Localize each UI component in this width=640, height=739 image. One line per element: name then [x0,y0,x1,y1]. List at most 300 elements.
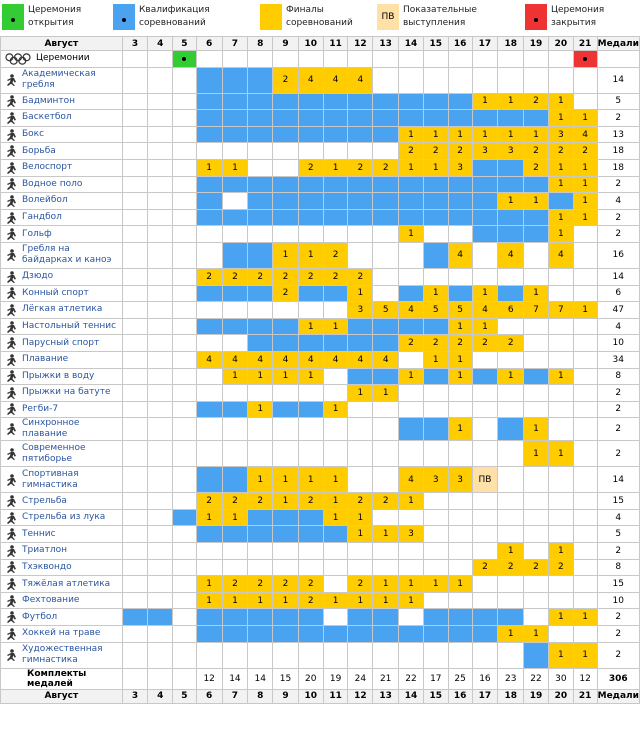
empty-cell [173,159,197,176]
pentathlon-icon [3,448,19,460]
final-cell: 4 [273,351,299,368]
final-cell: 1 [222,592,248,609]
qualification-cell [273,401,299,418]
empty-cell [423,543,448,560]
final-cell: 1 [448,126,472,143]
final-cell: 1 [548,176,573,193]
empty-cell [122,285,148,302]
qualification-cell [222,126,248,143]
sport-name-link[interactable]: Бадминтон [22,95,76,106]
legend-swatch [377,4,399,30]
empty-cell [524,467,549,493]
empty-cell [573,401,597,418]
sport-name-link[interactable]: Церемонии [36,53,90,64]
sport-name-link[interactable]: Настольный теннис [22,321,117,332]
final-cell: 1 [373,385,399,402]
empty-cell [472,401,498,418]
legend-label: Квалификация соревнований [139,5,210,28]
sport-name-link[interactable]: Тяжёлая атлетика [22,578,111,589]
final-cell: 1 [524,626,549,643]
gymnastics-icon [3,474,19,486]
empty-cell [196,335,222,352]
final-cell: 1 [448,418,472,441]
empty-cell [548,576,573,593]
empty-cell [196,143,222,160]
sport-name-link[interactable]: Тхэквондо [22,561,72,572]
day-header: 7 [222,689,248,703]
empty-cell [173,467,197,493]
empty-cell [173,493,197,510]
empty-cell [222,543,248,560]
qualification-cell [373,626,399,643]
empty-cell [573,268,597,285]
sport-name-link[interactable]: Стрельба [22,495,67,506]
empty-cell [122,302,148,319]
qualification-cell [298,401,323,418]
sport-cell [1,418,123,441]
empty-cell [148,242,173,268]
empty-cell [122,93,148,110]
sport-cell [1,642,123,668]
qualification-cell [222,209,248,226]
final-cell: 4 [573,126,597,143]
synchronized-swimming-icon [3,423,19,435]
day-total: 12 [196,668,222,689]
day-header: 7 [222,37,248,51]
qualification-cell [399,626,424,643]
qualification-cell [196,467,222,493]
sport-name-link[interactable]: Велоспорт [22,162,73,173]
empty-cell [148,285,173,302]
empty-cell [248,302,273,319]
sport-name-link[interactable]: Спортивная гимнастика [22,468,79,490]
medals-count: 14 [597,268,639,285]
final-cell: 1 [498,193,524,210]
qualification-cell [248,609,273,626]
empty-cell [448,592,472,609]
final-cell: 2 [222,268,248,285]
empty-cell [273,143,299,160]
qualification-cell [448,93,472,110]
table-row [1,526,640,543]
empty-cell [548,493,573,510]
day-header: 8 [248,37,273,51]
final-cell: 1 [548,159,573,176]
empty-cell [524,592,549,609]
empty-cell [548,268,573,285]
final-cell: 2 [298,493,323,510]
sport-name-link[interactable]: Гольф [22,228,52,239]
qualification-cell [248,193,273,210]
sport-cell [1,226,123,243]
final-cell: 4 [323,67,348,93]
empty-cell [472,441,498,467]
day-header: 14 [399,37,424,51]
final-cell: 1 [548,642,573,668]
empty-cell [573,509,597,526]
final-cell: 1 [196,509,222,526]
empty-cell [122,209,148,226]
empty-cell [348,467,373,493]
empty-cell [122,351,148,368]
empty-cell [448,509,472,526]
empty-cell [122,67,148,93]
final-cell: 1 [273,592,299,609]
empty-cell [498,318,524,335]
empty-cell [122,318,148,335]
qualification-cell [373,193,399,210]
final-cell: 1 [448,576,472,593]
empty-cell [122,493,148,510]
final-cell: 1 [498,368,524,385]
final-cell: 1 [273,242,299,268]
qualification-cell [323,110,348,127]
empty-cell [173,609,197,626]
empty-cell [524,242,549,268]
empty-cell [248,559,273,576]
sport-name-link[interactable]: Волейбол [22,195,68,206]
empty-cell [573,441,597,467]
empty-cell [196,226,222,243]
qualification-cell [348,626,373,643]
empty-cell [122,441,148,467]
qualification-cell [248,176,273,193]
qualification-cell [498,609,524,626]
final-cell: 2 [448,143,472,160]
qualification-cell [248,626,273,643]
sport-name-link[interactable]: Теннис [22,528,56,539]
sport-name-link[interactable]: Фехтование [22,595,80,606]
football-icon [3,611,19,623]
qualification-cell [222,626,248,643]
qualification-cell [248,526,273,543]
empty-cell [222,418,248,441]
medals-count: 2 [597,418,639,441]
badminton-icon [3,95,19,107]
qualification-cell [472,609,498,626]
canoe-icon [3,249,19,261]
empty-cell [423,441,448,467]
sport-name-link[interactable]: Бокс [22,129,45,140]
judo-icon [3,271,19,283]
empty-cell [348,441,373,467]
empty-cell [472,268,498,285]
sport-name-link[interactable]: Плавание [22,354,69,365]
table-row [1,441,640,467]
empty-cell [524,318,549,335]
table-row [1,67,640,93]
sport-name-link[interactable]: Прыжки на батуте [22,387,111,398]
sport-cell [1,176,123,193]
day-total: 24 [348,668,373,689]
qualification-cell [423,93,448,110]
empty-cell [248,385,273,402]
table-row [1,592,640,609]
empty-cell [373,467,399,493]
sport-name-link[interactable]: Гандбол [22,212,62,223]
sport-name-link[interactable]: Водное поло [22,178,83,189]
sport-name-link[interactable]: Дзюдо [22,271,54,282]
empty-cell [423,493,448,510]
empty-cell [148,93,173,110]
month-label: Август [1,689,123,703]
empty-cell [573,226,597,243]
final-cell: 3 [498,143,524,160]
qualification-cell [423,176,448,193]
qualification-cell [323,285,348,302]
final-cell: 4 [498,242,524,268]
wrestling-icon [3,145,19,157]
empty-cell [222,642,248,668]
empty-cell [173,418,197,441]
medals-count: 2 [597,385,639,402]
final-cell: 4 [448,242,472,268]
qualification-cell [122,609,148,626]
qualification-cell [248,209,273,226]
qualification-cell [423,242,448,268]
qualification-cell [373,126,399,143]
empty-cell [373,285,399,302]
sport-name-link[interactable]: Борьба [22,145,56,156]
taekwondo-icon [3,561,19,573]
final-cell: 1 [448,351,472,368]
empty-cell [348,543,373,560]
sport-name-link[interactable]: Академическая гребля [22,69,96,91]
golf-icon [3,228,19,240]
empty-cell [498,642,524,668]
final-cell: 1 [298,467,323,493]
final-cell: 2 [423,143,448,160]
qualification-cell [248,67,273,93]
empty-cell [448,441,472,467]
empty-cell [173,441,197,467]
empty-cell [323,441,348,467]
sport-name-link[interactable]: Триатлон [22,545,67,556]
empty-cell [573,67,597,93]
empty-cell [148,526,173,543]
qualification-cell [448,626,472,643]
empty-cell [148,126,173,143]
final-cell: 2 [273,268,299,285]
empty-cell [173,351,197,368]
final-cell: 2 [348,268,373,285]
empty-cell [448,642,472,668]
empty-cell [148,110,173,127]
empty-cell [148,509,173,526]
empty-cell [173,368,197,385]
empty-cell [524,351,549,368]
empty-cell [173,526,197,543]
table-row [1,626,640,643]
day-header: 16 [448,37,472,51]
sport-cell [1,592,123,609]
empty-cell [399,268,424,285]
day-total: 30 [548,668,573,689]
empty-cell [122,576,148,593]
day-header: 19 [524,689,549,703]
empty-cell [148,351,173,368]
sport-name-link[interactable]: Гребля на байдарках и каноэ [22,244,112,266]
empty-cell [222,441,248,467]
empty-cell [148,209,173,226]
empty-cell [148,467,173,493]
empty-cell [122,193,148,210]
water-polo-icon [3,178,19,190]
medals-count: 6 [597,285,639,302]
final-cell: 2 [298,592,323,609]
empty-cell [448,268,472,285]
empty-cell [348,51,373,68]
final-cell: 2 [524,559,549,576]
sport-name-link[interactable]: Художественная гимнастика [22,644,103,666]
qualification-cell [373,110,399,127]
sport-name-link[interactable]: Лёгкая атлетика [22,304,103,315]
day-header: 10 [298,37,323,51]
table-row [1,176,640,193]
sport-name-link[interactable]: Синхронное плавание [22,418,80,440]
totals-row [1,668,640,689]
qualification-cell [298,126,323,143]
empty-cell [472,418,498,441]
day-header: 6 [196,689,222,703]
qualification-cell [423,626,448,643]
qualification-cell [222,67,248,93]
table-row [1,143,640,160]
empty-cell [248,51,273,68]
qualification-cell [273,626,299,643]
final-cell: 2 [323,268,348,285]
day-total: 21 [373,668,399,689]
empty-cell [573,285,597,302]
qualification-cell [472,226,498,243]
sport-cell [1,318,123,335]
qualification-cell [196,193,222,210]
sport-name-link[interactable]: Стрельба из лука [22,512,106,523]
empty-cell [148,385,173,402]
final-cell: 2 [524,143,549,160]
empty-cell [472,509,498,526]
empty-cell [399,642,424,668]
diving-icon [3,370,19,382]
dot-icon [182,57,186,61]
legend-swatch [2,4,24,30]
qualification-cell [498,226,524,243]
empty-cell [173,385,197,402]
qualification-cell [348,93,373,110]
final-cell: 2 [222,576,248,593]
medals-count: 4 [597,193,639,210]
final-cell: 2 [298,576,323,593]
empty-cell [373,543,399,560]
empty-cell [573,242,597,268]
empty-cell [548,626,573,643]
day-header: 5 [173,37,197,51]
empty-cell [573,335,597,352]
sport-name-link[interactable]: Регби-7 [22,403,59,414]
qualification-cell [323,176,348,193]
empty-cell [373,441,399,467]
qualification-cell [248,285,273,302]
empty-cell [548,509,573,526]
medals-count: 2 [597,176,639,193]
empty-cell [498,51,524,68]
final-cell: 3 [448,159,472,176]
final-cell: 1 [196,592,222,609]
final-cell: 1 [573,193,597,210]
empty-cell [273,441,299,467]
sport-name-link[interactable]: Футбол [22,611,58,622]
qualification-cell [498,285,524,302]
sport-name-link[interactable]: Прыжки в воду [22,370,95,381]
empty-cell [298,302,323,319]
day-header: 15 [423,689,448,703]
qualification-cell [373,609,399,626]
final-cell: 4 [323,351,348,368]
empty-cell [122,626,148,643]
final-cell: 1 [524,126,549,143]
final-cell: 2 [399,143,424,160]
qualification-cell [248,93,273,110]
sport-name-link[interactable]: Конный спорт [22,287,89,298]
empty-cell [148,67,173,93]
totals-label: Комплекты медалей [1,668,123,689]
qualification-cell [273,110,299,127]
sport-cell [1,385,123,402]
final-cell: 4 [248,351,273,368]
day-header: 21 [573,689,597,703]
qualification-cell [273,126,299,143]
qualification-cell [498,209,524,226]
qualification-cell [298,609,323,626]
final-cell: 2 [298,159,323,176]
final-cell: 1 [548,110,573,127]
qualification-cell [196,209,222,226]
final-cell: 1 [399,592,424,609]
day-header: 20 [548,689,573,703]
final-cell: 1 [373,592,399,609]
medals-count: 2 [597,226,639,243]
empty-cell [399,609,424,626]
qualification-cell [524,368,549,385]
sport-name-link[interactable]: Современное пятиборье [22,442,86,464]
final-cell: 1 [399,226,424,243]
empty-cell [423,526,448,543]
legend-label: Церемония закрытия [551,5,605,28]
table-row [1,418,640,441]
day-header: 17 [472,37,498,51]
empty-cell [298,143,323,160]
empty-cell [148,143,173,160]
final-cell: 1 [548,226,573,243]
qualification-cell [423,368,448,385]
sport-name-link[interactable]: Хоккей на траве [22,628,101,639]
empty-cell [273,226,299,243]
empty-cell [298,226,323,243]
empty-cell [122,51,148,68]
qualification-cell [373,176,399,193]
empty-cell [173,302,197,319]
sport-name-link[interactable]: Парусный спорт [22,337,100,348]
empty-cell [472,67,498,93]
empty-cell [122,268,148,285]
day-total: 17 [423,668,448,689]
medals-count: 14 [597,67,639,93]
sport-name-link[interactable]: Баскетбол [22,112,72,123]
day-header: 12 [348,689,373,703]
qualification-cell [273,609,299,626]
empty-cell [423,642,448,668]
empty-cell [472,543,498,560]
